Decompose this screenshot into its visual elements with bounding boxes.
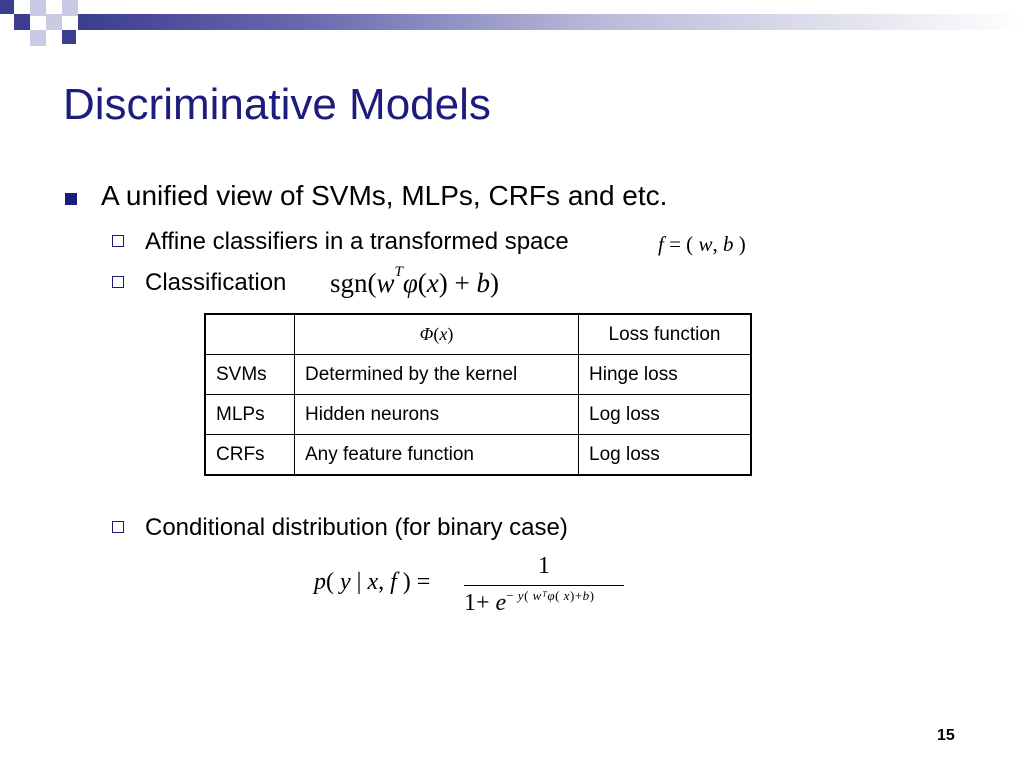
classification-equation: $sgn(w^T\varphi(x) + b)$ (330, 264, 499, 298)
deco-square (30, 0, 46, 16)
equation-denominator: $1+ e^{- y( wᵀ\varphi( x)+b)}$ (464, 588, 595, 616)
table-header-cell: Loss function (579, 314, 752, 355)
deco-square (0, 0, 14, 14)
deco-square (30, 30, 46, 46)
page-number: 15 (937, 727, 955, 744)
table-cell: Any feature function (295, 435, 579, 476)
equation-fraction (464, 553, 624, 617)
equation-lhs: p( y | x, f ) = (314, 569, 431, 595)
deco-gradient-bar (78, 14, 1024, 30)
hollow-square-bullet-icon (112, 235, 124, 247)
bullet-main-text: A unified view of SVMs, MLPs, CRFs and etc. (101, 180, 668, 211)
table-cell: CRFs (205, 435, 295, 476)
equation-numerator: 1 (538, 553, 550, 579)
deco-square (62, 30, 76, 44)
slide-title: Discriminative Models (63, 80, 491, 129)
table-row (205, 395, 751, 435)
hollow-square-bullet-icon (112, 276, 124, 288)
fraction-bar (464, 585, 624, 586)
table-row (205, 435, 751, 476)
comparison-table (204, 313, 752, 476)
affine-equation: f = ( w, b ) (658, 232, 746, 256)
deco-square (62, 0, 78, 16)
table-header-cell: Φ(x) (295, 314, 579, 355)
sub-bullet-text: Conditional distribution (for binary case) (145, 514, 568, 541)
table-cell: MLPs (205, 395, 295, 435)
hollow-square-bullet-icon (112, 521, 124, 533)
table-header-cell (205, 314, 295, 355)
deco-square (14, 14, 30, 30)
sub-bullet-text: Classification (145, 269, 287, 296)
deco-square (46, 14, 62, 30)
table-cell: Log loss (579, 435, 752, 476)
table-row (205, 355, 751, 395)
table-cell: Hidden neurons (295, 395, 579, 435)
table-cell: SVMs (205, 355, 295, 395)
sub-bullet-text: Affine classifiers in a transformed space (145, 228, 569, 255)
table-header-row (205, 314, 751, 355)
table-cell: Log loss (579, 395, 752, 435)
table-cell: Hinge loss (579, 355, 752, 395)
square-bullet-icon (65, 193, 77, 205)
table-cell: Determined by the kernel (295, 355, 579, 395)
header-decoration (0, 0, 1024, 50)
